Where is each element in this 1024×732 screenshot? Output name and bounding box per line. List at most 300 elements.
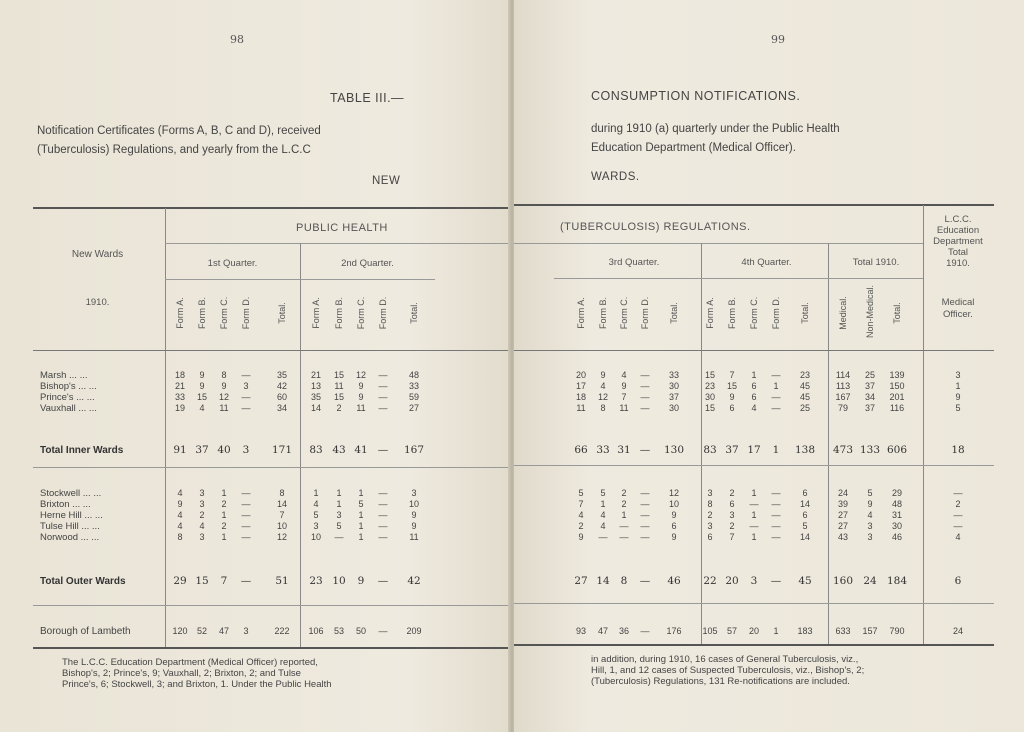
cell-left-outertotal-2: 7 <box>220 575 228 587</box>
column-header-left-7: Form C. <box>356 296 366 330</box>
column-header-right-8: Form D. <box>771 296 781 330</box>
cell-right-outer-1-2: 2 <box>621 499 627 509</box>
column-header-left-2: Form C. <box>219 296 229 330</box>
cell-left-innertotal-6: 43 <box>332 444 346 456</box>
cell-right-innertotal-7: 17 <box>747 444 761 456</box>
cell-right-outer-0-7: 1 <box>751 488 757 498</box>
cell-right-inner-3-3: — <box>640 403 650 413</box>
column-header-right-1: Form B. <box>598 297 608 330</box>
cell-right-outertotal-5: 22 <box>703 575 717 587</box>
cell-right-outer-2-8: — <box>771 510 781 520</box>
cell-left-inner-3-3: — <box>241 403 251 413</box>
cell-left-outer-4-3: — <box>241 532 251 542</box>
cell-right-outer-0-4: 12 <box>668 488 679 498</box>
cell-right-outer-3-0: 2 <box>578 521 584 531</box>
cell-right-inner-0-3: — <box>640 370 650 380</box>
cell-left-inner-3-4: 34 <box>276 403 287 413</box>
cell-left-innertotal-0: 91 <box>173 444 187 456</box>
cell-left-outer-0-7: 1 <box>358 488 364 498</box>
cell-right-inner-1-3: — <box>640 381 650 391</box>
cell-right-outer-1-8: — <box>771 499 781 509</box>
intro-line-2-right: Education Department (Medical Officer). <box>591 142 796 154</box>
cell-right-outer-3-7: — <box>749 521 759 531</box>
cell-left-outer-4-1: 3 <box>199 532 205 542</box>
cell-right-innertotal-13: 18 <box>951 444 965 456</box>
cell-right-inner-3-7: 4 <box>751 403 757 413</box>
cell-left-inner-1-9: 33 <box>408 381 419 391</box>
cell-right-inner-1-1: 4 <box>600 381 606 391</box>
regulations-rule <box>514 243 923 244</box>
cell-right-outer-2-5: 2 <box>707 510 713 520</box>
cell-right-inner-2-13: 9 <box>955 392 961 402</box>
cell-left-innertotal-4: 171 <box>271 444 293 456</box>
cell-right-inner-3-9: 25 <box>799 403 810 413</box>
cell-right-inner-1-11: 37 <box>864 381 875 391</box>
cell-left-inner-1-7: 9 <box>358 381 364 391</box>
cell-left-inner-2-6: 15 <box>333 392 344 402</box>
cell-right-outertotal-3: — <box>639 575 651 587</box>
cell-right-outertotal-11: 24 <box>863 575 877 587</box>
cell-right-outer-3-6: 2 <box>729 521 735 531</box>
cell-left-inner-0-8: — <box>378 370 388 380</box>
public-health-rule <box>165 243 508 244</box>
cell-right-outer-3-9: 5 <box>802 521 808 531</box>
cell-right-outer-4-12: 46 <box>891 532 902 542</box>
cell-left-outertotal-0: 29 <box>173 575 187 587</box>
ward-name-outer-1: Brixton ... ... <box>40 499 91 510</box>
header-medical: Medical <box>941 297 975 308</box>
cell-left-outertotal-9: 42 <box>407 575 421 587</box>
cell-right-outer-2-13: — <box>953 510 963 520</box>
cell-left-inner-0-2: 8 <box>221 370 227 380</box>
cell-right-inner-2-10: 167 <box>835 392 851 402</box>
cell-left-outer-1-6: 1 <box>336 499 342 509</box>
cell-left-borough-5: 106 <box>308 626 324 636</box>
column-header-left-6: Form B. <box>334 297 344 330</box>
header-officer: Officer. <box>943 309 973 320</box>
cell-right-borough-13: 24 <box>952 626 963 636</box>
cell-right-outer-3-10: 27 <box>837 521 848 531</box>
column-header-right-9: Total. <box>800 302 810 324</box>
cell-left-outer-4-0: 8 <box>177 532 183 542</box>
cell-left-inner-2-5: 35 <box>310 392 321 402</box>
page-number-right: 99 <box>771 33 785 46</box>
rule-right-after-inner <box>514 465 994 466</box>
cell-right-inner-1-5: 23 <box>704 381 715 391</box>
cell-right-inner-2-3: — <box>640 392 650 402</box>
table-title-right: CONSUMPTION NOTIFICATIONS. <box>591 89 801 103</box>
cell-right-inner-0-0: 20 <box>575 370 586 380</box>
cell-left-outer-4-9: 11 <box>409 532 419 542</box>
column-header-right-2: Form C. <box>619 296 629 330</box>
cell-left-inner-2-2: 12 <box>218 392 229 402</box>
cell-left-inner-0-3: — <box>241 370 251 380</box>
cell-right-outertotal-6: 20 <box>725 575 739 587</box>
cell-left-inner-3-0: 19 <box>174 403 185 413</box>
cell-left-outer-2-6: 3 <box>336 510 342 520</box>
cell-left-inner-1-5: 13 <box>310 381 321 391</box>
cell-right-outer-0-3: — <box>640 488 650 498</box>
cell-left-outer-2-7: 1 <box>358 510 364 520</box>
ward-name-inner-3: Vauxhall ... ... <box>40 403 97 414</box>
cell-right-inner-0-8: — <box>771 370 781 380</box>
cell-right-inner-0-9: 23 <box>799 370 810 380</box>
cell-right-inner-3-5: 15 <box>704 403 715 413</box>
header-2nd-quarter: 2nd Quarter. <box>341 258 394 269</box>
footnote-line-1-left: The L.C.C. Education Department (Medical Officer) reported, <box>62 657 318 668</box>
column-header-right-3: Form D. <box>640 296 650 330</box>
cell-right-inner-0-10: 114 <box>835 370 851 380</box>
cell-right-outer-2-6: 3 <box>729 510 735 520</box>
cell-left-outer-2-3: — <box>241 510 251 520</box>
cell-left-inner-2-0: 33 <box>174 392 185 402</box>
cell-left-outer-1-4: 14 <box>276 499 287 509</box>
column-header-right-5: Form A. <box>705 297 715 329</box>
cell-right-outer-4-10: 43 <box>837 532 848 542</box>
cell-right-innertotal-10: 473 <box>832 444 854 456</box>
quarter-rule-right <box>554 278 923 279</box>
footnote-line-2-right: Hill, 1, and 12 cases of Suspected Tuberculosis, viz., Bishop's, 2; <box>591 665 865 676</box>
cell-right-inner-3-8: — <box>771 403 781 413</box>
cell-right-outer-2-9: 6 <box>802 510 808 520</box>
cell-left-outer-3-7: 1 <box>358 521 364 531</box>
header-1st-quarter: 1st Quarter. <box>207 258 258 269</box>
cell-right-outer-0-0: 5 <box>578 488 584 498</box>
cell-left-outer-0-3: — <box>241 488 251 498</box>
cell-right-outer-4-13: 4 <box>955 532 961 542</box>
cell-right-outer-4-4: 9 <box>671 532 677 542</box>
cell-left-outer-2-1: 2 <box>199 510 205 520</box>
cell-right-outer-3-2: — <box>619 521 629 531</box>
cell-right-outertotal-12: 184 <box>886 575 908 587</box>
header-new-wards: New Wards <box>71 249 124 260</box>
cell-right-outer-2-2: 1 <box>621 510 627 520</box>
rule-left-after-inner <box>33 467 508 468</box>
cell-left-outer-2-5: 5 <box>313 510 319 520</box>
cell-left-outertotal-4: 51 <box>275 575 289 587</box>
cell-right-outer-4-3: — <box>640 532 650 542</box>
cell-left-outer-3-0: 4 <box>177 521 183 531</box>
cell-right-inner-0-13: 3 <box>955 370 961 380</box>
cell-left-outer-3-3: — <box>241 521 251 531</box>
cell-right-inner-0-12: 139 <box>889 370 905 380</box>
cell-right-outer-3-4: 6 <box>671 521 677 531</box>
cell-right-outer-3-5: 3 <box>707 521 713 531</box>
total-outer-wards-label: Total Outer Wards <box>40 576 126 587</box>
cell-right-borough-9: 183 <box>797 626 813 636</box>
cell-right-innertotal-4: 130 <box>663 444 685 456</box>
cell-right-inner-1-8: 1 <box>773 381 779 391</box>
cell-left-innertotal-8: — <box>377 444 389 456</box>
cell-right-inner-2-12: 201 <box>889 392 905 402</box>
cell-left-outer-1-8: — <box>378 499 388 509</box>
cell-right-outer-1-0: 7 <box>578 499 584 509</box>
total-inner-wards-label: Total Inner Wards <box>40 445 124 456</box>
cell-right-borough-11: 157 <box>862 626 878 636</box>
cell-left-outer-1-3: — <box>241 499 251 509</box>
cell-right-outer-2-11: 4 <box>867 510 873 520</box>
header-regulations: (TUBERCULOSIS) REGULATIONS. <box>560 221 751 233</box>
cell-right-outer-1-3: — <box>640 499 650 509</box>
cell-right-borough-4: 176 <box>666 626 682 636</box>
cell-right-borough-8: 1 <box>773 626 779 636</box>
cell-left-innertotal-2: 40 <box>217 444 231 456</box>
cell-right-outer-1-6: 6 <box>729 499 735 509</box>
cell-right-outer-3-8: — <box>771 521 781 531</box>
cell-left-inner-2-7: 9 <box>358 392 364 402</box>
footnote-line-1-right: in addition, during 1910, 16 cases of General Tuberculosis, viz., <box>591 654 859 665</box>
cell-left-outer-3-8: — <box>378 521 388 531</box>
table-bottom-rule-left <box>33 647 508 649</box>
cell-right-outer-4-1: — <box>598 532 608 542</box>
cell-left-inner-3-9: 27 <box>408 403 419 413</box>
cell-right-inner-3-0: 11 <box>576 403 586 413</box>
cell-left-outertotal-5: 23 <box>309 575 323 587</box>
cell-left-outer-1-1: 3 <box>199 499 205 509</box>
cell-right-inner-3-13: 5 <box>955 403 961 413</box>
cell-right-outer-4-11: 3 <box>867 532 873 542</box>
cell-left-inner-2-8: — <box>378 392 388 402</box>
cell-right-borough-5: 105 <box>702 626 718 636</box>
cell-left-inner-1-4: 42 <box>276 381 287 391</box>
column-header-left-1: Form B. <box>197 297 207 330</box>
cell-left-outer-1-2: 2 <box>221 499 227 509</box>
header-bottom-rule-left <box>33 350 508 351</box>
cell-right-inner-2-9: 45 <box>799 392 810 402</box>
cell-right-outer-3-13: — <box>953 521 963 531</box>
cell-right-outer-2-1: 4 <box>600 510 606 520</box>
cell-left-outer-4-8: — <box>378 532 388 542</box>
column-header-right-11: Non-Medical. <box>865 284 875 338</box>
header-4th-quarter: 4th Quarter. <box>741 257 792 268</box>
cell-left-outer-0-0: 4 <box>177 488 183 498</box>
cell-left-innertotal-3: 3 <box>242 444 250 456</box>
cell-left-inner-1-1: 9 <box>199 381 205 391</box>
column-header-right-12: Total. <box>892 302 902 324</box>
cell-right-innertotal-2: 31 <box>617 444 631 456</box>
cell-right-innertotal-6: 37 <box>725 444 739 456</box>
cell-right-outertotal-7: 3 <box>750 575 758 587</box>
cell-left-borough-3: 3 <box>243 626 249 636</box>
cell-right-borough-3: — <box>640 626 650 636</box>
cell-right-inner-2-6: 9 <box>729 392 735 402</box>
cell-right-borough-10: 633 <box>835 626 851 636</box>
cell-right-outer-4-2: — <box>619 532 629 542</box>
cell-right-inner-1-12: 150 <box>889 381 905 391</box>
cell-left-outertotal-1: 15 <box>195 575 209 587</box>
lcc-column-divider <box>923 205 924 645</box>
cell-right-borough-6: 57 <box>726 626 737 636</box>
cell-right-outer-2-12: 31 <box>891 510 902 520</box>
cell-right-innertotal-5: 83 <box>703 444 717 456</box>
cell-left-outer-4-7: 1 <box>358 532 364 542</box>
ward-name-inner-1: Bishop's ... ... <box>40 381 97 392</box>
ward-name-outer-3: Tulse Hill ... ... <box>40 521 100 532</box>
ward-name-inner-0: Marsh ... ... <box>40 370 88 381</box>
cell-right-outertotal-9: 45 <box>798 575 812 587</box>
cell-right-inner-1-6: 15 <box>726 381 737 391</box>
new-label: NEW <box>372 175 401 187</box>
cell-right-inner-2-8: — <box>771 392 781 402</box>
cell-right-outer-1-5: 8 <box>707 499 713 509</box>
footnote-line-3-left: Prince's, 6; Stockwell, 3; and Brixton, 1. Under the Public Health <box>62 679 332 690</box>
cell-right-inner-3-12: 116 <box>889 403 905 413</box>
cell-left-borough-9: 209 <box>406 626 422 636</box>
cell-right-outer-4-9: 14 <box>799 532 810 542</box>
cell-right-outer-0-12: 29 <box>891 488 902 498</box>
cell-right-inner-1-7: 6 <box>751 381 757 391</box>
cell-right-inner-3-4: 30 <box>668 403 679 413</box>
cell-left-inner-1-2: 9 <box>221 381 227 391</box>
cell-right-outer-0-13: — <box>953 488 963 498</box>
cell-right-outer-0-5: 3 <box>707 488 713 498</box>
ward-name-inner-2: Prince's ... ... <box>40 392 95 403</box>
cell-left-outer-2-0: 4 <box>177 510 183 520</box>
cell-right-inner-0-5: 15 <box>704 370 715 380</box>
left-page <box>0 0 510 732</box>
cell-left-outer-0-8: — <box>378 488 388 498</box>
cell-left-inner-1-8: — <box>378 381 388 391</box>
cell-right-inner-3-1: 8 <box>600 403 606 413</box>
page-number-left: 98 <box>230 33 244 46</box>
cell-left-outer-3-1: 4 <box>199 521 205 531</box>
cell-right-outertotal-10: 160 <box>832 575 854 587</box>
cell-right-outer-4-6: 7 <box>729 532 735 542</box>
cell-left-outer-1-5: 4 <box>313 499 319 509</box>
table-bottom-rule-right <box>514 644 994 646</box>
cell-right-inner-2-11: 34 <box>864 392 875 402</box>
cell-right-outer-4-7: 1 <box>751 532 757 542</box>
cell-left-outer-4-4: 12 <box>276 532 287 542</box>
cell-right-outertotal-13: 6 <box>954 575 962 587</box>
cell-left-outer-2-8: — <box>378 510 388 520</box>
cell-left-inner-0-0: 18 <box>174 370 185 380</box>
cell-left-outer-4-2: 1 <box>221 532 227 542</box>
cell-right-outertotal-4: 46 <box>667 575 681 587</box>
ward-name-outer-2: Herne Hill ... ... <box>40 510 103 521</box>
cell-right-outer-1-11: 9 <box>867 499 873 509</box>
cell-right-outer-3-3: — <box>640 521 650 531</box>
cell-right-outer-0-10: 24 <box>837 488 848 498</box>
cell-right-outer-0-8: — <box>771 488 781 498</box>
cell-left-borough-4: 222 <box>274 626 290 636</box>
cell-left-inner-1-0: 21 <box>174 381 185 391</box>
cell-left-inner-0-4: 35 <box>276 370 287 380</box>
cell-left-inner-1-3: 3 <box>243 381 249 391</box>
cell-left-inner-2-9: 59 <box>408 392 419 402</box>
column-header-left-5: Form A. <box>311 297 321 329</box>
cell-left-outer-0-6: 1 <box>336 488 342 498</box>
cell-right-inner-0-6: 7 <box>729 370 735 380</box>
cell-left-outer-0-1: 3 <box>199 488 205 498</box>
cell-right-inner-1-13: 1 <box>955 381 961 391</box>
cell-right-inner-1-0: 17 <box>575 381 586 391</box>
cell-left-innertotal-9: 167 <box>403 444 425 456</box>
cell-right-borough-7: 20 <box>748 626 759 636</box>
cell-left-inner-2-4: 60 <box>276 392 287 402</box>
cell-left-inner-3-1: 4 <box>199 403 205 413</box>
cell-left-outer-3-4: 10 <box>276 521 287 531</box>
cell-left-outer-0-9: 3 <box>411 488 417 498</box>
cell-right-innertotal-0: 66 <box>574 444 588 456</box>
cell-right-inner-2-5: 30 <box>704 392 715 402</box>
cell-left-inner-0-9: 48 <box>408 370 419 380</box>
cell-left-inner-3-2: 11 <box>219 403 229 413</box>
lcc-header-line-2: Department <box>933 236 983 247</box>
cell-left-outer-0-2: 1 <box>221 488 227 498</box>
cell-left-inner-3-5: 14 <box>310 403 321 413</box>
table-top-rule-left <box>33 207 508 209</box>
cell-right-outer-4-5: 6 <box>707 532 713 542</box>
column-header-right-7: Form C. <box>749 296 759 330</box>
rule-right-before-borough <box>514 603 994 604</box>
cell-right-outer-2-4: 9 <box>671 510 677 520</box>
intro-line-2-left: (Tuberculosis) Regulations, and yearly from the L.C.C <box>37 144 311 156</box>
cell-right-inner-0-4: 33 <box>668 370 679 380</box>
cell-left-outertotal-7: 9 <box>357 575 365 587</box>
cell-left-innertotal-1: 37 <box>195 444 209 456</box>
column-header-right-4: Total. <box>669 302 679 324</box>
cell-right-outer-2-3: — <box>640 510 650 520</box>
cell-left-outer-3-5: 3 <box>313 521 319 531</box>
header-3rd-quarter: 3rd Quarter. <box>608 257 660 268</box>
cell-right-inner-1-10: 113 <box>835 381 851 391</box>
column-header-left-8: Form D. <box>378 296 388 330</box>
cell-left-inner-1-6: 11 <box>334 381 344 391</box>
cell-left-outer-2-9: 9 <box>411 510 417 520</box>
cell-right-outer-2-0: 4 <box>578 510 584 520</box>
cell-right-inner-1-9: 45 <box>799 381 810 391</box>
intro-line-1-left: Notification Certificates (Forms A, B, C and D), received <box>37 125 321 137</box>
cell-right-borough-2: 36 <box>618 626 629 636</box>
cell-left-innertotal-5: 83 <box>309 444 323 456</box>
cell-right-inner-3-2: 11 <box>619 403 629 413</box>
cell-right-innertotal-12: 606 <box>886 444 908 456</box>
cell-left-outer-4-5: 10 <box>310 532 321 542</box>
cell-left-borough-6: 53 <box>333 626 344 636</box>
cell-right-outertotal-1: 14 <box>596 575 610 587</box>
cell-left-inner-2-3: — <box>241 392 251 402</box>
cell-right-outer-4-0: 9 <box>578 532 584 542</box>
cell-left-inner-2-1: 15 <box>196 392 207 402</box>
cell-left-inner-3-6: 2 <box>336 403 342 413</box>
cell-right-inner-2-0: 18 <box>575 392 586 402</box>
lcc-header-line-0: L.C.C. <box>944 214 972 225</box>
right-page <box>514 0 1024 732</box>
cell-right-innertotal-1: 33 <box>596 444 610 456</box>
cell-left-borough-7: 50 <box>355 626 366 636</box>
cell-left-inner-3-8: — <box>378 403 388 413</box>
column-header-left-3: Form D. <box>241 296 251 330</box>
cell-right-inner-0-7: 1 <box>751 370 757 380</box>
cell-right-inner-3-11: 37 <box>864 403 875 413</box>
cell-left-innertotal-7: 41 <box>354 444 368 456</box>
cell-left-outer-3-9: 9 <box>411 521 417 531</box>
cell-right-outer-0-9: 6 <box>802 488 808 498</box>
cell-left-outer-0-4: 8 <box>279 488 285 498</box>
cell-right-borough-12: 790 <box>889 626 905 636</box>
cell-right-outer-1-1: 1 <box>600 499 606 509</box>
cell-right-inner-2-2: 7 <box>621 392 627 402</box>
cell-left-outertotal-8: — <box>377 575 389 587</box>
cell-right-outertotal-0: 27 <box>574 575 588 587</box>
cell-left-outer-1-0: 9 <box>177 499 183 509</box>
header-bottom-rule-right <box>514 350 994 351</box>
cell-left-outer-2-2: 1 <box>221 510 227 520</box>
cell-left-inner-0-1: 9 <box>199 370 205 380</box>
cell-right-outer-3-1: 4 <box>600 521 606 531</box>
table-top-rule-right <box>514 204 994 206</box>
